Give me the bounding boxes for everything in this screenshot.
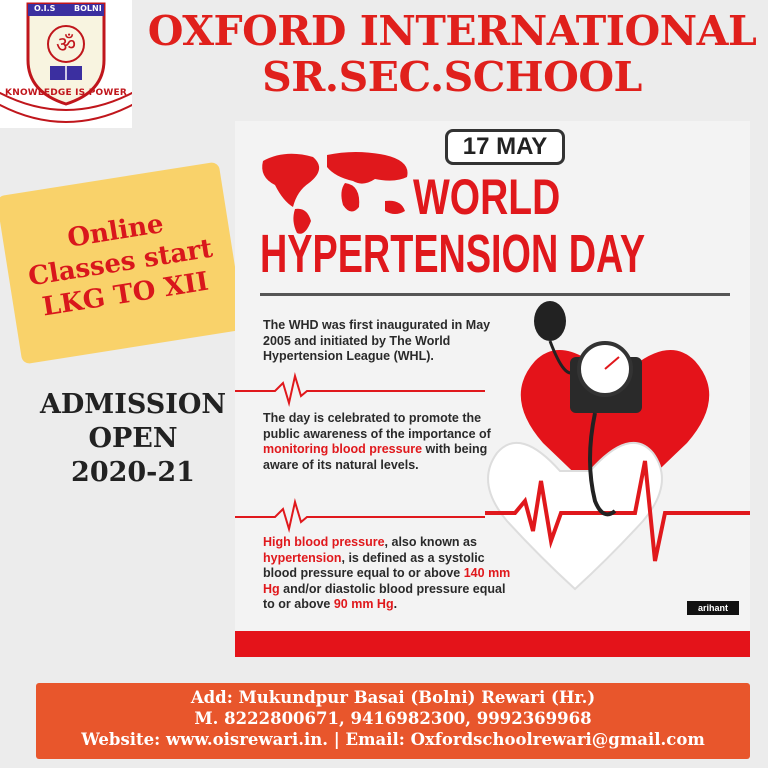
- poster-paragraph-2: [263, 411, 513, 473]
- date-badge: 17 MAY: [445, 129, 565, 165]
- admission-line1: ADMISSION: [39, 389, 227, 420]
- hypertension-day-poster: [235, 121, 750, 657]
- poster-title-line1: WORLD: [413, 169, 561, 225]
- p3-highlight-3: 140 mm Hg: [263, 566, 511, 596]
- online-classes-text: Online Classes start LKG TO XII: [26, 209, 215, 323]
- p3-highlight-4: 90 mm Hg: [333, 597, 394, 611]
- poster-title-line2: HYPERTENSION DAY: [260, 224, 646, 284]
- world-map-icon: [262, 152, 407, 234]
- logo-text-right: BOLNI: [74, 4, 102, 13]
- school-name-line1: OXFORD INTERNATIONAL: [147, 7, 757, 55]
- logo-text-left: O.I.S: [34, 4, 56, 13]
- online-classes-banner: [0, 161, 245, 364]
- p3-text-b: , is defined as a systolic blood pressure equal to or above: [263, 550, 485, 580]
- school-crest-icon: [0, 0, 132, 128]
- p3-highlight-2: hypertension: [263, 550, 342, 565]
- footer-phones: M. 8222800671, 9416982300, 9992369968: [194, 709, 592, 728]
- p2-highlight: monitoring blood pressure: [263, 442, 423, 456]
- pump-bulb-icon: [534, 301, 566, 341]
- poster-paragraph-3: [263, 535, 513, 613]
- school-logo: [0, 0, 132, 128]
- admission-line2: OPEN: [88, 423, 178, 454]
- p2-text-a: The day is celebrated to promote the public awareness of the importance of: [263, 411, 491, 441]
- footer-contact: Website: www.oisrewari.in. | Email: Oxfordschoolrewari@gmail.com: [81, 730, 705, 749]
- logo-motto: KNOWLEDGE IS POWER: [5, 88, 127, 98]
- school-name-line2: SR.SEC.SCHOOL: [262, 53, 642, 101]
- school-name: [136, 8, 768, 100]
- brand-logo: arihant: [687, 601, 739, 615]
- p2-text-b: with being aware of its natural levels.: [263, 442, 488, 472]
- admission-line3: 2020-21: [71, 457, 195, 488]
- svg-text:ॐ: ॐ: [55, 33, 77, 58]
- admission-notice: [0, 388, 266, 490]
- p3-highlight-1: High blood pressure: [263, 535, 385, 549]
- p3-text-d: .: [393, 597, 398, 611]
- footer-address: Add: Mukundpur Basai (Bolni) Rewari (Hr.): [190, 688, 596, 707]
- contact-footer: [36, 683, 750, 759]
- p3-text-c: and/or diastolic blood pressure equal to or above: [263, 581, 506, 611]
- p3-text-a: , also known as: [384, 535, 477, 549]
- poster-paragraph-1: The WHD was first inaugurated in May 2005 and initiated by The World Hypertension League (WHL).: [263, 318, 491, 363]
